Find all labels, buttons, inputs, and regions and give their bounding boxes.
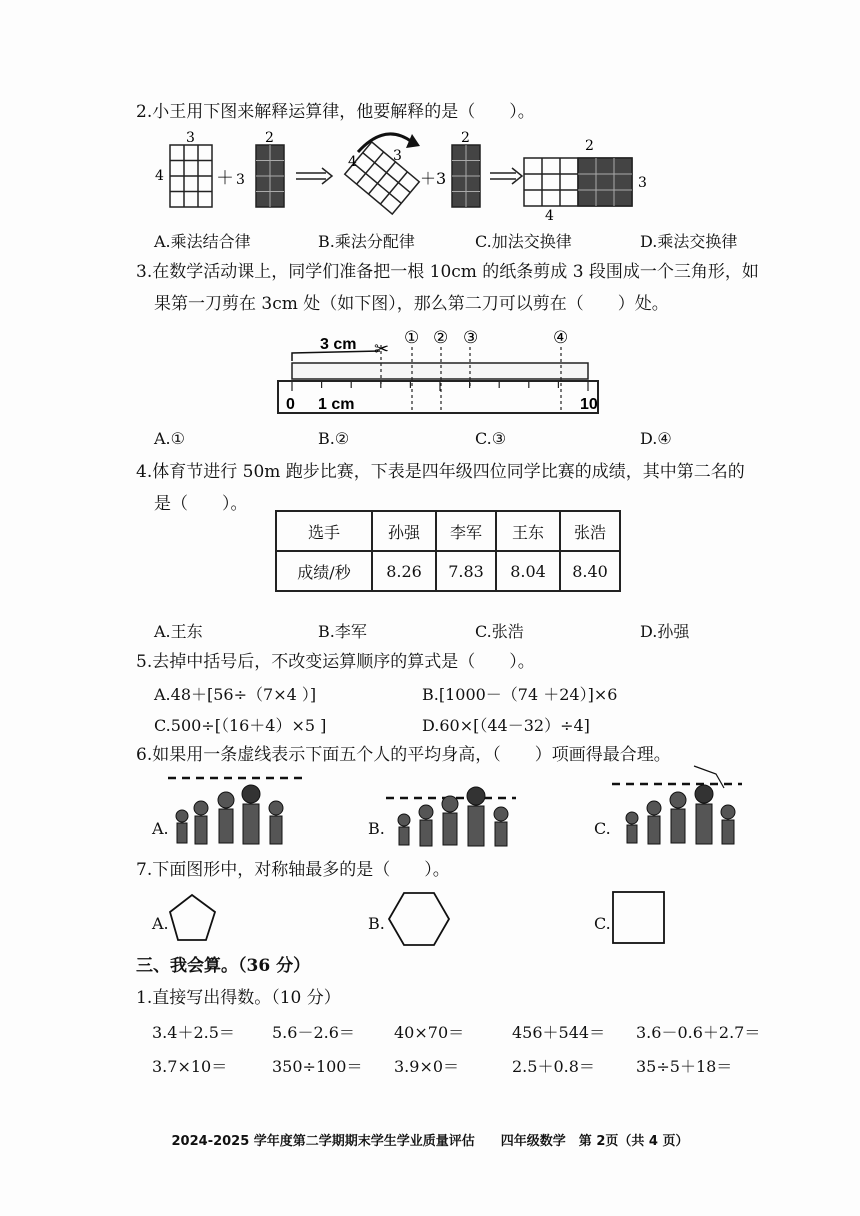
- fig-label: ＋: [216, 168, 234, 189]
- q6-option-b[interactable]: B.: [368, 819, 385, 838]
- q3-stem-line2: 果第一刀剪在 3cm 处（如下图），那么第二刀可以剪在（ ）处。: [154, 294, 669, 314]
- fig-label: 3: [638, 175, 647, 191]
- q7-stem: 7.下面图形中，对称轴最多的是（ ）。: [136, 860, 450, 880]
- marker-1: ①: [404, 328, 420, 348]
- q2-stem: 2.小王用下图来解释运算律，他要解释的是（ ）。: [136, 102, 535, 122]
- ruler-ten: 10: [580, 396, 598, 413]
- calc-item: 350÷100＝: [272, 1057, 363, 1076]
- scissors-icon: ✂: [374, 339, 390, 360]
- q5-option-d[interactable]: D.60×[（44－32）÷4]: [422, 716, 590, 735]
- q4-option-c[interactable]: C.张浩: [475, 622, 524, 641]
- ruler-one: 1 cm: [318, 396, 355, 413]
- q6-option-a[interactable]: A.: [152, 819, 169, 838]
- grid-3x6-combined: [524, 158, 632, 206]
- grid-4x2-dark: [452, 145, 480, 207]
- calc-item: 3.9×0＝: [394, 1057, 460, 1076]
- fig-label: 2: [265, 130, 274, 146]
- paper-strip: [292, 363, 588, 379]
- q4-stem-line2: 是（ ）。: [154, 494, 248, 514]
- q3-option-a[interactable]: A.①: [154, 429, 185, 448]
- q2-option-b[interactable]: B.乘法分配律: [318, 232, 415, 251]
- q6-people-b: [386, 782, 526, 852]
- table-header: 王东: [496, 511, 560, 551]
- table-row: [276, 511, 620, 551]
- grid-4x3: [170, 145, 212, 207]
- label-3cm: 3 cm: [320, 336, 357, 353]
- fig-label: 3: [236, 172, 245, 188]
- table-cell: 8.40: [560, 551, 620, 591]
- grid-4x2-dark: [256, 145, 284, 207]
- fig-label: 4: [545, 208, 554, 224]
- calc-item: 2.5＋0.8＝: [512, 1057, 595, 1076]
- table-header: 选手: [276, 511, 372, 551]
- q5-option-b[interactable]: B.[1000－（74 ＋24）]×6: [422, 685, 618, 704]
- table-cell: 8.04: [496, 551, 560, 591]
- q6-option-c[interactable]: C.: [594, 819, 611, 838]
- score-table: [275, 510, 621, 592]
- q4-option-d[interactable]: D.孙强: [640, 622, 690, 641]
- table-cell: 成绩/秒: [276, 551, 372, 591]
- calc-item: 3.4＋2.5＝: [152, 1023, 235, 1042]
- q2-figure: [150, 130, 647, 224]
- marker-4: ④: [553, 328, 569, 348]
- q5-option-a[interactable]: A.48＋[56÷（7×4 ）]: [154, 685, 317, 704]
- q5-stem: 5.去掉中括号后，不改变运算顺序的算式是（ ）。: [136, 652, 535, 672]
- pentagon-shape: [168, 893, 218, 945]
- q3-option-d[interactable]: D.④: [640, 429, 672, 448]
- calc-item: 3.7×10＝: [152, 1057, 228, 1076]
- q6-people-a: [168, 772, 308, 852]
- table-header: 张浩: [560, 511, 620, 551]
- q2-option-d[interactable]: D.乘法交换律: [640, 232, 738, 251]
- q4-option-a[interactable]: A.王东: [154, 622, 203, 641]
- ruler-zero: 0: [286, 396, 295, 413]
- calc-item: 3.6－0.6＋2.7＝: [636, 1023, 761, 1042]
- q3-option-b[interactable]: B.②: [318, 429, 350, 448]
- page-footer: 2024-2025 学年度第二学期期末学生学业质量评估 四年级数学 第 2页（共 4 页）: [171, 1134, 689, 1149]
- q3-ruler-figure: [270, 325, 610, 420]
- marker-3: ③: [463, 328, 479, 348]
- table-header: 李军: [436, 511, 496, 551]
- grid-rotated: [345, 142, 419, 214]
- fig-label: 4: [348, 154, 357, 170]
- hexagon-shape: [388, 891, 450, 949]
- section3-sub: 1.直接写出得数。（10 分）: [136, 988, 341, 1008]
- marker-2: ②: [433, 328, 449, 348]
- fig-label: 2: [585, 138, 594, 154]
- q6-stem: 6.如果用一条虚线表示下面五个人的平均身高，（ ）项画得最合理。: [136, 745, 671, 765]
- fig-label: 3: [186, 130, 195, 146]
- section3-title: 三、我会算。（36 分）: [136, 956, 311, 976]
- table-row: [276, 551, 620, 591]
- q7-option-c[interactable]: C.: [594, 914, 611, 933]
- q7-option-b[interactable]: B.: [368, 914, 385, 933]
- table-cell: 7.83: [436, 551, 496, 591]
- q7-option-a[interactable]: A.: [152, 914, 169, 933]
- fig-label: 3: [393, 148, 402, 164]
- calc-item: 35÷5＋18＝: [636, 1057, 733, 1076]
- arrow-icon: [296, 168, 332, 184]
- square-shape: [612, 891, 666, 945]
- q2-option-c[interactable]: C.加法交换律: [475, 232, 572, 251]
- calc-item: 5.6－2.6＝: [272, 1023, 355, 1042]
- q4-stem-line1: 4.体育节进行 50m 跑步比赛，下表是四年级四位同学比赛的成绩，其中第二名的: [136, 462, 745, 482]
- fig-label: 2: [461, 130, 470, 146]
- calc-item: 40×70＝: [394, 1023, 465, 1042]
- q6-people-c: [612, 760, 752, 852]
- calc-item: 456＋544＝: [512, 1023, 606, 1042]
- table-cell: 8.26: [372, 551, 436, 591]
- q4-option-b[interactable]: B.李军: [318, 622, 367, 641]
- table-header: 孙强: [372, 511, 436, 551]
- q5-option-c[interactable]: C.500÷[（16＋4）×5 ]: [154, 716, 327, 735]
- q3-option-c[interactable]: C.③: [475, 429, 507, 448]
- q2-option-a[interactable]: A.乘法结合律: [154, 232, 251, 251]
- arrow-icon: [490, 168, 522, 184]
- q3-stem-line1: 3.在数学活动课上，同学们准备把一根 10cm 的纸条剪成 3 段围成一个三角形，如: [136, 262, 759, 282]
- fig-label: 4: [155, 168, 164, 184]
- fig-label: ＋3: [420, 169, 447, 188]
